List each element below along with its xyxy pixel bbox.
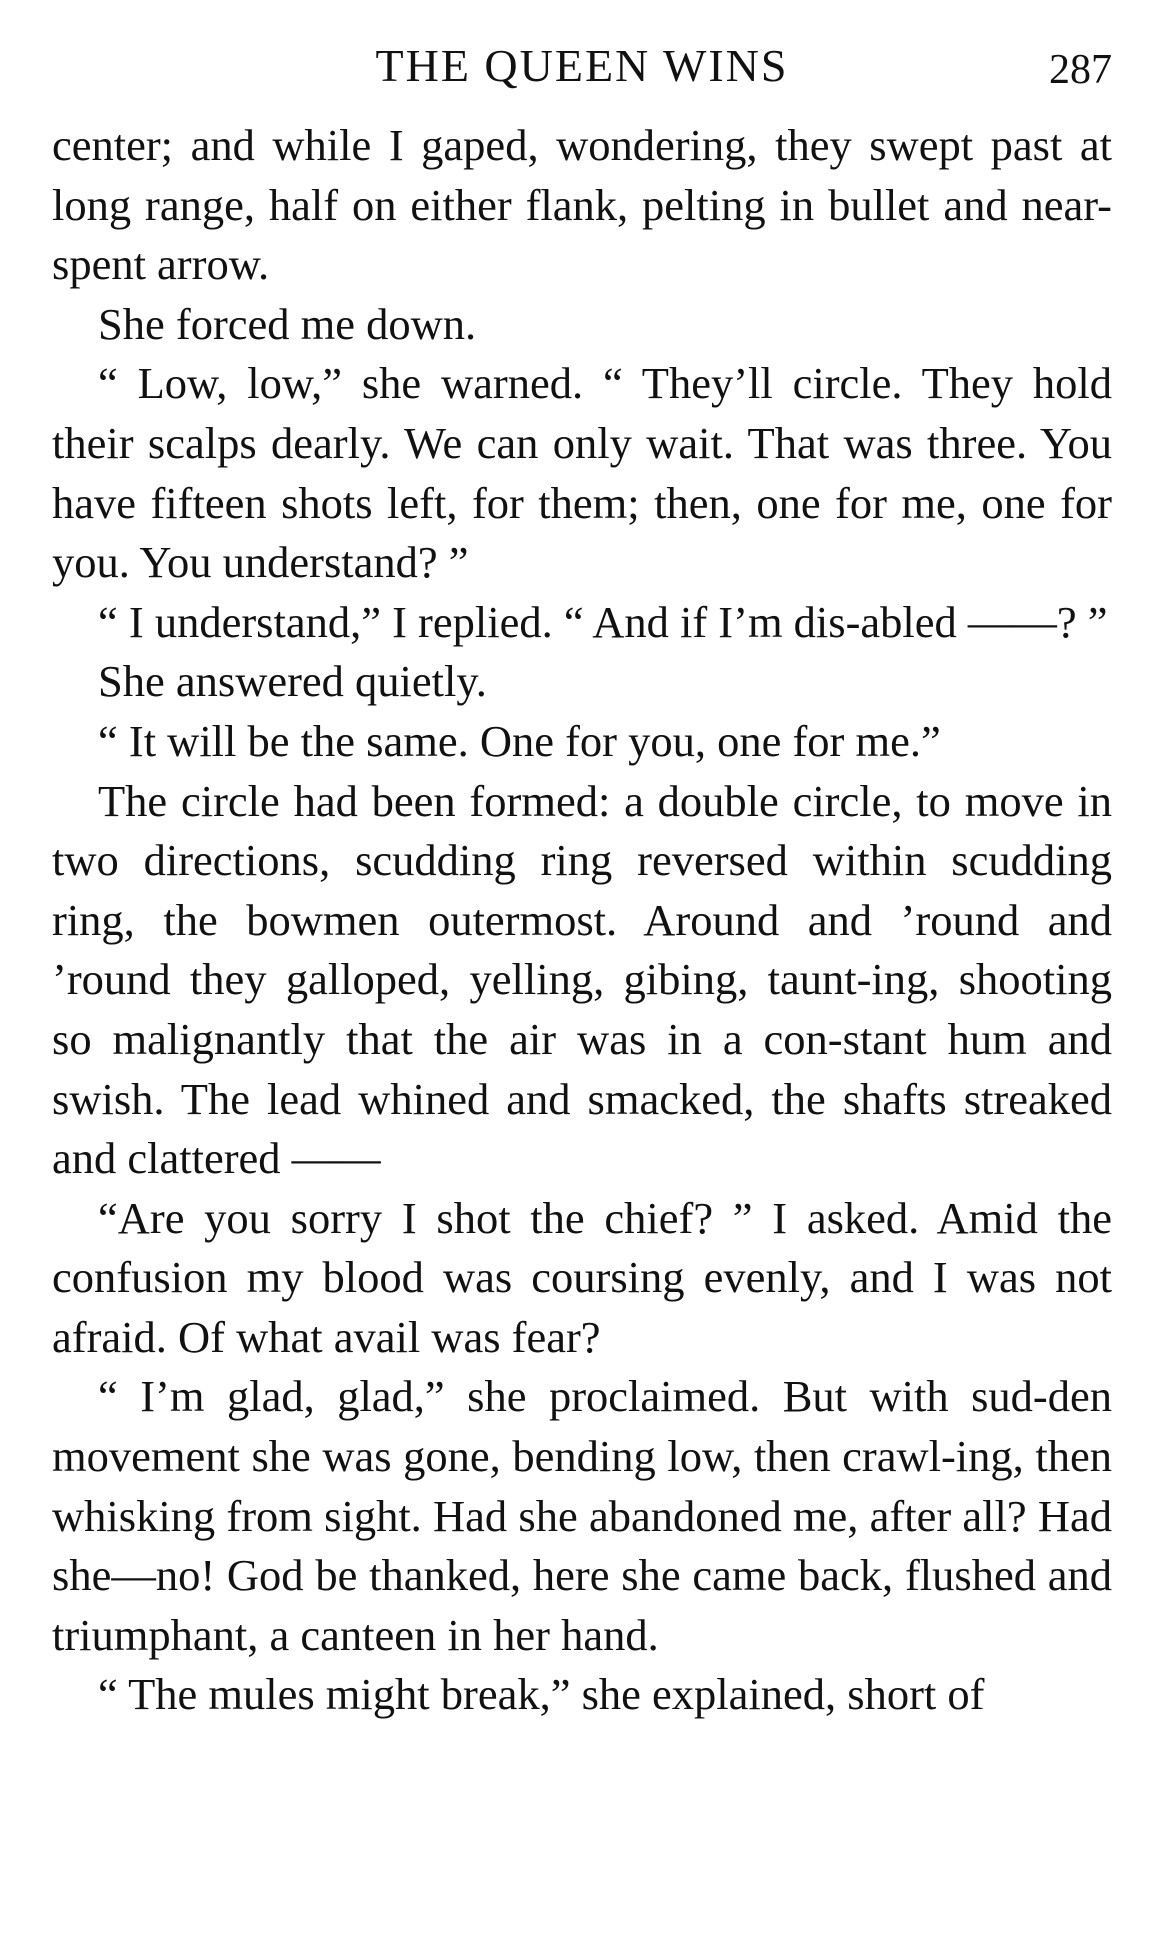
paragraph: “Are you sorry I shot the chief? ” I asked. Amid the confusion my blood was coursing evenly, and I was not afraid. Of what avail was fear?: [52, 1192, 1112, 1362]
paragraph: “ I understand,” I replied. “ And if I’m dis-abled ——? ”: [98, 596, 1108, 647]
running-title: THE QUEEN WINS: [375, 40, 789, 91]
paragraph: “ Low, low,” she warned. “ They’ll circle. They hold their scalps dearly. We can only wait. That was three. You have fifteen shots left, for them; then, one for me, one for you. You understand? ”: [52, 358, 1112, 588]
running-head: [52, 36, 1112, 96]
paragraph: She answered quietly.: [98, 656, 487, 707]
page-number: 287: [1049, 47, 1112, 93]
paragraph: “ The mules might break,” she explained, short of: [98, 1669, 985, 1720]
body-text: [52, 116, 1112, 1725]
paragraph: The circle had been formed: a double circle, to move in two directions, scudding ring reversed within scudding ring, the bowmen outermost. Around and ’round and ’round they galloped, yelling, gibing, taunt-ing, shooting so malignantly that the air was in a con-stant hum and swish. The lead whined and smacked, the shafts streaked and clattered ——: [52, 775, 1112, 1184]
paragraph: “ It will be the same. One for you, one for me.”: [98, 715, 941, 766]
paragraph: She forced me down.: [98, 298, 477, 349]
paragraph: “ I’m glad, glad,” she proclaimed. But with sud-den movement she was gone, bending low, then crawl-ing, then whisking from sight. Had she abandoned me, after all? Had she—no! God be thanked, here she came back, flushed and triumphant, a canteen in her hand.: [52, 1371, 1112, 1660]
paragraph: center; and while I gaped, wondering, they swept past at long range, half on either flank, pelting in bullet and near-spent arrow.: [52, 120, 1112, 290]
